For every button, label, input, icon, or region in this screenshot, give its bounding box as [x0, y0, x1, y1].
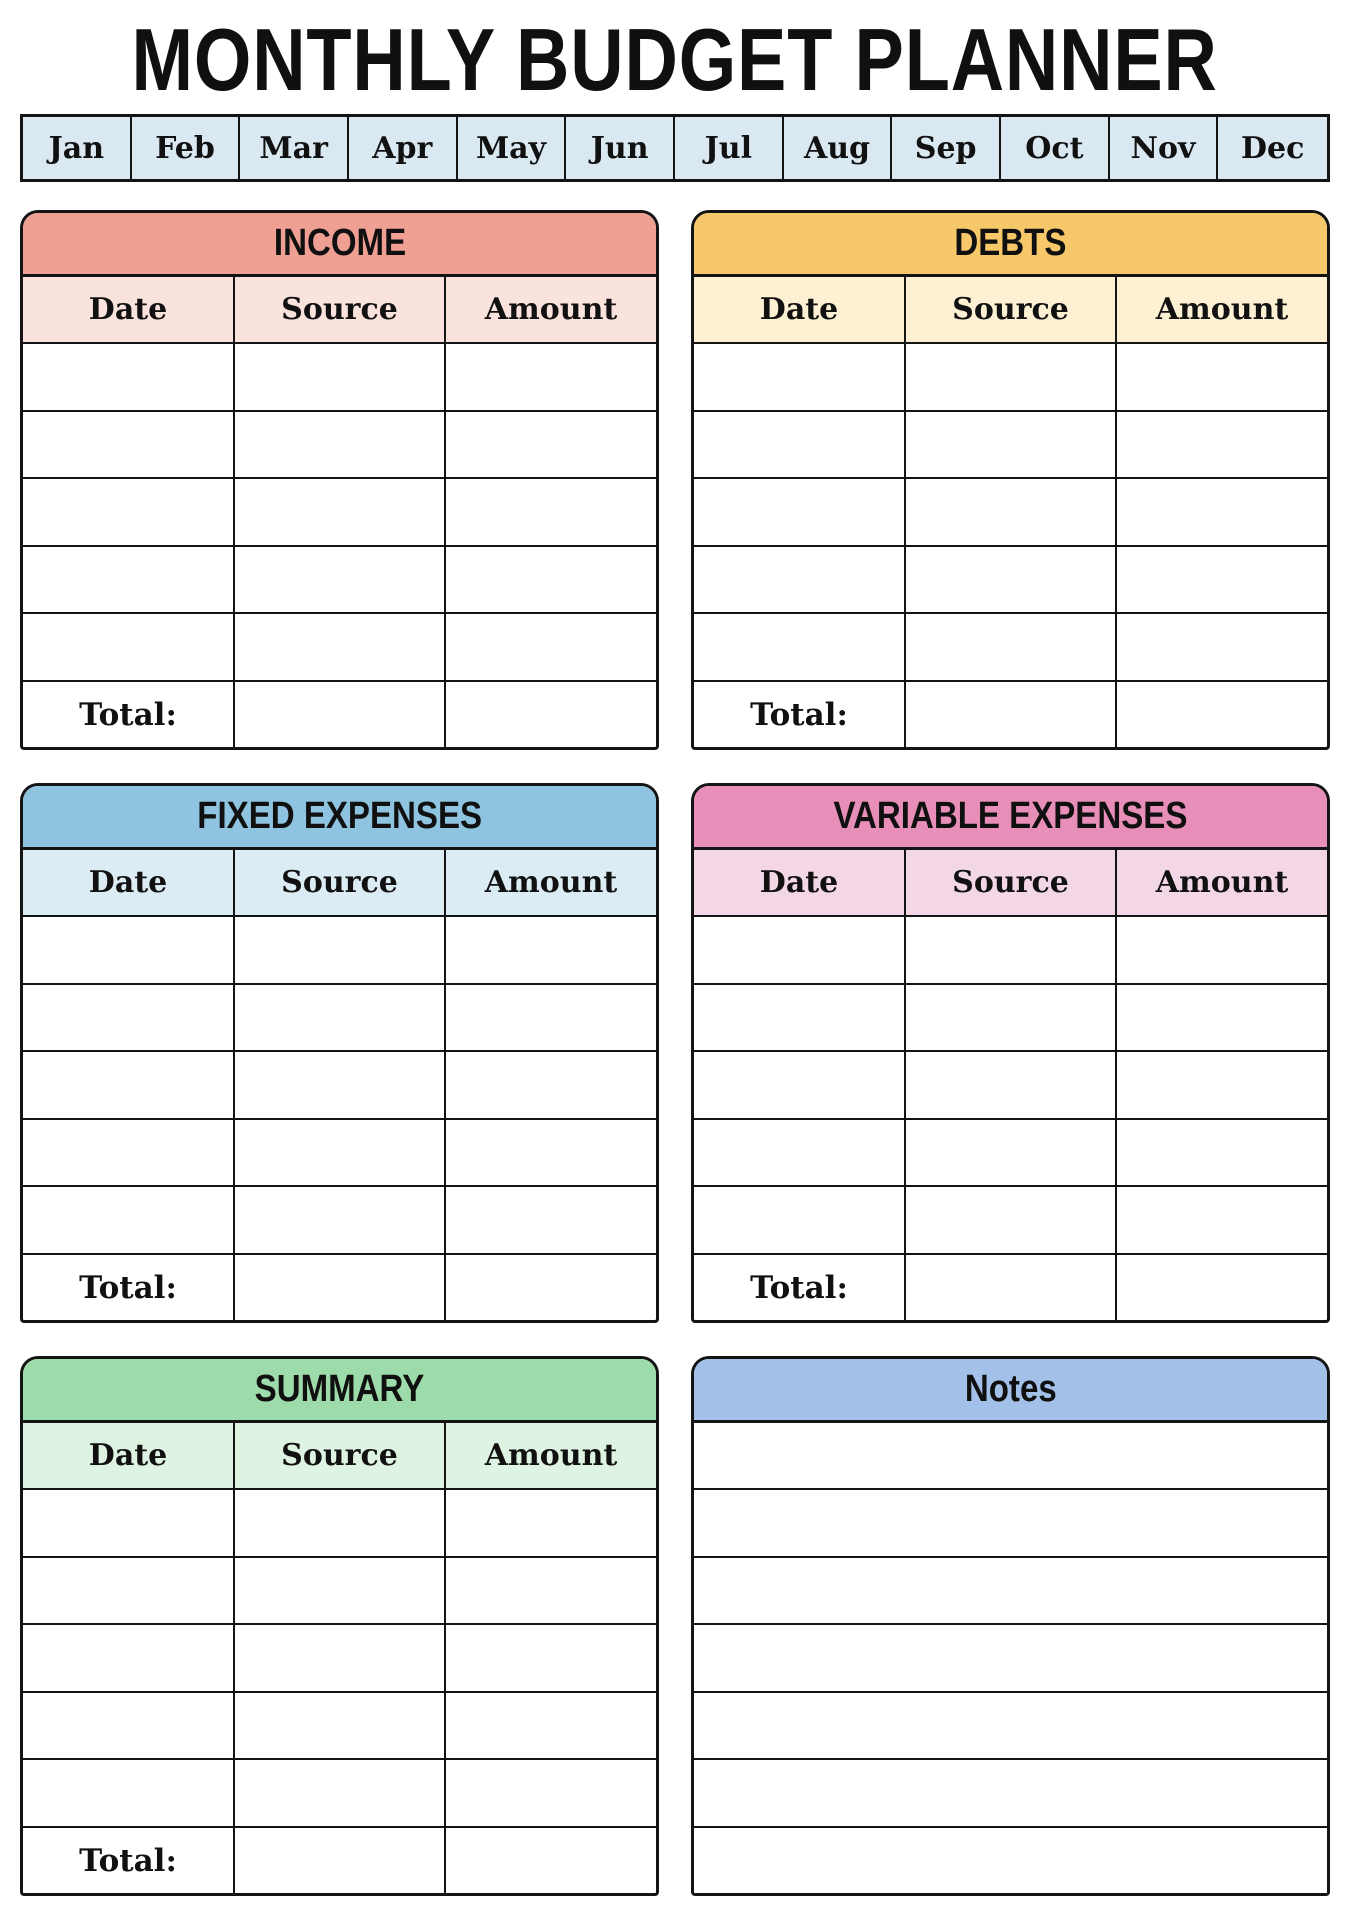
note-line[interactable] — [694, 1490, 1327, 1557]
summary-total-amount-cell[interactable] — [445, 1827, 656, 1893]
table-row — [694, 984, 1327, 1052]
page-title — [20, 10, 1330, 110]
summary-total-row — [23, 1827, 656, 1893]
income-total-label: Total: — [23, 681, 234, 747]
fixed-expenses-source-column-header: Source — [234, 850, 445, 916]
income-section-title: INCOME — [273, 222, 406, 264]
table-row — [694, 613, 1327, 681]
table-row — [694, 478, 1327, 546]
fixed-expenses-table-body — [23, 916, 656, 1254]
table-cell[interactable] — [1116, 984, 1327, 1052]
notes-section-header — [694, 1359, 1327, 1423]
note-line[interactable] — [694, 1423, 1327, 1490]
month-feb[interactable]: Feb — [132, 117, 241, 179]
fixed-expenses-total-row — [23, 1254, 656, 1320]
table-row — [23, 343, 656, 411]
variable-expenses-total-amount-cell[interactable] — [1116, 1254, 1327, 1320]
variable-expenses-amount-column-header: Amount — [1116, 850, 1327, 916]
table-cell[interactable] — [234, 343, 445, 411]
table-row — [23, 1119, 656, 1187]
table-cell[interactable] — [1116, 546, 1327, 614]
table-cell[interactable] — [1116, 916, 1327, 984]
variable-expenses-total-label: Total: — [694, 1254, 905, 1320]
table-cell[interactable] — [1116, 1051, 1327, 1119]
debts-column-header-row — [694, 277, 1327, 343]
table-cell[interactable] — [234, 411, 445, 479]
month-apr[interactable]: Apr — [349, 117, 458, 179]
income-column-header-row — [23, 277, 656, 343]
table-row — [23, 1186, 656, 1254]
table-cell[interactable] — [23, 1186, 234, 1254]
table-cell[interactable] — [234, 478, 445, 546]
page-title-text: MONTHLY BUDGET PLANNER — [131, 10, 1219, 109]
fixed-expenses-total-source-cell[interactable] — [234, 1254, 445, 1320]
table-cell[interactable] — [905, 478, 1116, 546]
table-row — [23, 478, 656, 546]
table-cell[interactable] — [694, 1119, 905, 1187]
table-cell[interactable] — [694, 478, 905, 546]
table-cell[interactable] — [445, 343, 656, 411]
month-sep[interactable]: Sep — [892, 117, 1001, 179]
table-cell[interactable] — [1116, 478, 1327, 546]
table-row — [694, 1186, 1327, 1254]
month-oct[interactable]: Oct — [1001, 117, 1110, 179]
fixed-expenses-column-header-row — [23, 850, 656, 916]
debts-amount-column-header: Amount — [1116, 277, 1327, 343]
notes-lines-area — [694, 1423, 1327, 1893]
summary-section — [20, 1356, 659, 1896]
table-cell[interactable] — [905, 411, 1116, 479]
table-cell[interactable] — [445, 1692, 656, 1760]
debts-date-column-header: Date — [694, 277, 905, 343]
month-jul[interactable]: Jul — [675, 117, 784, 179]
income-date-column-header: Date — [23, 277, 234, 343]
table-cell[interactable] — [694, 343, 905, 411]
table-cell[interactable] — [445, 411, 656, 479]
summary-section-title: SUMMARY — [254, 1368, 425, 1410]
table-row — [694, 916, 1327, 984]
table-row — [23, 1557, 656, 1625]
table-cell[interactable] — [905, 343, 1116, 411]
table-cell[interactable] — [905, 1186, 1116, 1254]
variable-expenses-date-column-header: Date — [694, 850, 905, 916]
note-line[interactable] — [694, 1558, 1327, 1625]
table-cell[interactable] — [905, 546, 1116, 614]
table-cell[interactable] — [1116, 1119, 1327, 1187]
table-row — [694, 1119, 1327, 1187]
table-cell[interactable] — [234, 984, 445, 1052]
table-cell[interactable] — [445, 1186, 656, 1254]
table-cell[interactable] — [1116, 1186, 1327, 1254]
income-amount-column-header: Amount — [445, 277, 656, 343]
table-cell[interactable] — [694, 916, 905, 984]
table-row — [23, 1489, 656, 1557]
table-row — [23, 916, 656, 984]
table-cell[interactable] — [445, 613, 656, 681]
table-cell[interactable] — [445, 478, 656, 546]
table-cell[interactable] — [905, 1051, 1116, 1119]
debts-section — [691, 210, 1330, 750]
table-cell[interactable] — [23, 1489, 234, 1557]
table-cell[interactable] — [23, 916, 234, 984]
table-cell[interactable] — [905, 1119, 1116, 1187]
fixed-expenses-date-column-header: Date — [23, 850, 234, 916]
summary-date-column-header: Date — [23, 1423, 234, 1489]
note-line[interactable] — [694, 1625, 1327, 1692]
debts-table — [694, 277, 1327, 747]
table-cell[interactable] — [445, 1051, 656, 1119]
table-cell[interactable] — [694, 411, 905, 479]
table-cell[interactable] — [905, 984, 1116, 1052]
table-cell[interactable] — [1116, 613, 1327, 681]
month-selector-strip — [20, 114, 1330, 182]
table-row — [23, 1692, 656, 1760]
income-table-body — [23, 343, 656, 681]
table-cell[interactable] — [445, 546, 656, 614]
income-table — [23, 277, 656, 747]
table-cell[interactable] — [234, 1692, 445, 1760]
table-cell[interactable] — [23, 411, 234, 479]
table-cell[interactable] — [23, 1119, 234, 1187]
table-cell[interactable] — [23, 1557, 234, 1625]
table-cell[interactable] — [694, 1051, 905, 1119]
note-line[interactable] — [694, 1760, 1327, 1827]
table-row — [23, 1759, 656, 1827]
table-cell[interactable] — [445, 1759, 656, 1827]
income-section-header — [23, 213, 656, 277]
table-cell[interactable] — [234, 1557, 445, 1625]
variable-expenses-table — [694, 850, 1327, 1320]
fixed-expenses-section-title: FIXED EXPENSES — [197, 795, 482, 837]
table-cell[interactable] — [694, 1186, 905, 1254]
debts-total-amount-cell[interactable] — [1116, 681, 1327, 747]
table-cell[interactable] — [23, 1692, 234, 1760]
month-dec[interactable]: Dec — [1240, 130, 1305, 166]
month-mar[interactable]: Mar — [240, 117, 349, 179]
table-cell[interactable] — [23, 343, 234, 411]
income-total-row — [23, 681, 656, 747]
summary-table — [23, 1423, 656, 1893]
debts-table-body — [694, 343, 1327, 681]
table-row — [23, 546, 656, 614]
table-row — [23, 1624, 656, 1692]
variable-expenses-table-body — [694, 916, 1327, 1254]
table-cell[interactable] — [234, 1186, 445, 1254]
table-cell[interactable] — [234, 916, 445, 984]
table-cell[interactable] — [905, 613, 1116, 681]
table-cell[interactable] — [23, 1624, 234, 1692]
table-cell[interactable] — [23, 546, 234, 614]
fixed-expenses-table — [23, 850, 656, 1320]
fixed-expenses-section — [20, 783, 659, 1323]
month-aug[interactable]: Aug — [784, 117, 893, 179]
summary-total-label: Total: — [23, 1827, 234, 1893]
month-jan[interactable]: Jan — [23, 117, 132, 179]
variable-expenses-source-column-header: Source — [905, 850, 1116, 916]
variable-expenses-section-title: VARIABLE EXPENSES — [833, 795, 1188, 837]
debts-source-column-header: Source — [905, 277, 1116, 343]
table-row — [694, 546, 1327, 614]
table-row — [694, 1051, 1327, 1119]
income-section — [20, 210, 659, 750]
fixed-expenses-total-label: Total: — [23, 1254, 234, 1320]
table-cell[interactable] — [694, 984, 905, 1052]
table-cell[interactable] — [23, 984, 234, 1052]
table-row — [694, 343, 1327, 411]
table-cell[interactable] — [234, 1759, 445, 1827]
table-cell[interactable] — [23, 478, 234, 546]
notes-section-title: Notes — [964, 1368, 1057, 1410]
variable-expenses-total-row — [694, 1254, 1327, 1320]
month-nov[interactable]: Nov — [1110, 117, 1219, 179]
table-cell[interactable] — [445, 1557, 656, 1625]
variable-expenses-section — [691, 783, 1330, 1323]
summary-table-body — [23, 1489, 656, 1827]
debts-section-header — [694, 213, 1327, 277]
table-cell[interactable] — [234, 1624, 445, 1692]
fixed-expenses-section-header — [23, 786, 656, 850]
table-cell[interactable] — [234, 1119, 445, 1187]
income-total-source-cell[interactable] — [234, 681, 445, 747]
variable-expenses-column-header-row — [694, 850, 1327, 916]
debts-total-source-cell[interactable] — [905, 681, 1116, 747]
table-cell[interactable] — [445, 984, 656, 1052]
summary-section-header — [23, 1359, 656, 1423]
table-cell[interactable] — [23, 1051, 234, 1119]
summary-total-source-cell[interactable] — [234, 1827, 445, 1893]
table-cell[interactable] — [1116, 343, 1327, 411]
table-cell[interactable] — [23, 613, 234, 681]
table-row — [23, 984, 656, 1052]
summary-amount-column-header: Amount — [445, 1423, 656, 1489]
table-cell[interactable] — [905, 916, 1116, 984]
summary-column-header-row — [23, 1423, 656, 1489]
sections-grid — [20, 210, 1330, 1896]
table-cell[interactable] — [694, 546, 905, 614]
table-cell[interactable] — [23, 1759, 234, 1827]
table-cell[interactable] — [445, 1624, 656, 1692]
table-cell[interactable] — [694, 613, 905, 681]
fixed-expenses-total-amount-cell[interactable] — [445, 1254, 656, 1320]
debts-section-title: DEBTS — [954, 222, 1067, 264]
table-row — [23, 411, 656, 479]
table-row — [23, 613, 656, 681]
table-cell[interactable] — [445, 916, 656, 984]
table-cell[interactable] — [234, 613, 445, 681]
table-cell[interactable] — [445, 1119, 656, 1187]
month-jun[interactable]: Jun — [566, 117, 675, 179]
debts-total-row — [694, 681, 1327, 747]
debts-total-label: Total: — [694, 681, 905, 747]
note-line[interactable] — [694, 1828, 1327, 1893]
summary-source-column-header: Source — [234, 1423, 445, 1489]
table-cell[interactable] — [445, 1489, 656, 1557]
table-cell[interactable] — [1116, 411, 1327, 479]
table-cell[interactable] — [234, 1051, 445, 1119]
month-may[interactable]: May — [458, 117, 567, 179]
variable-expenses-total-source-cell[interactable] — [905, 1254, 1116, 1320]
note-line[interactable] — [694, 1693, 1327, 1760]
fixed-expenses-amount-column-header: Amount — [445, 850, 656, 916]
income-source-column-header: Source — [234, 277, 445, 343]
table-cell[interactable] — [234, 1489, 445, 1557]
table-cell[interactable] — [234, 546, 445, 614]
variable-expenses-section-header — [694, 786, 1327, 850]
table-row — [694, 411, 1327, 479]
notes-section — [691, 1356, 1330, 1896]
table-row — [23, 1051, 656, 1119]
income-total-amount-cell[interactable] — [445, 681, 656, 747]
